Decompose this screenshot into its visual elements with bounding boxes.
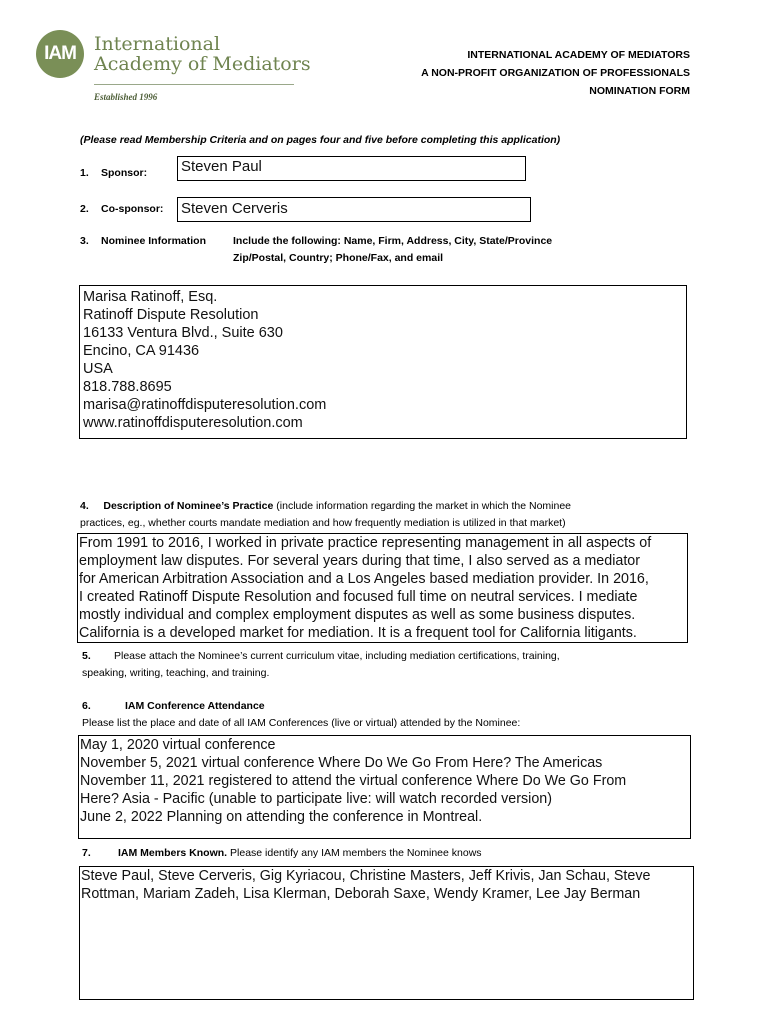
practice-line: mostly individual and complex employment disputes as well as some business disputes. [79, 607, 636, 623]
conference-hint: Please list the place and date of all IAM Conferences (live or virtual) attended by the Nominee: [82, 717, 521, 729]
nominee-line: 818.788.8695 [83, 379, 172, 395]
practice-heading [80, 497, 571, 515]
conference-line: Here? Asia - Pacific (unable to participate live: will watch recorded version) [80, 791, 553, 807]
practice-line: I created Ratinoff Dispute Resolution and focused full time on neutral services. I mediate [79, 589, 638, 605]
members-line: Rottman, Mariam Zadeh, Lisa Klerman, Deborah Saxe, Wendy Kramer, Lee Jay Berman [81, 886, 641, 902]
nominee-line: Ratinoff Dispute Resolution [83, 307, 259, 323]
conference-number: 6. [82, 700, 91, 712]
cv-line1: Please attach the Nominee’s current curriculum vitae, including mediation certifications, training, [114, 650, 560, 662]
conference-line: June 2, 2022 Planning on attending the conference in Montreal. [80, 809, 483, 825]
practice-line: California is a developed market for mediation. It is a frequent tool for California litigants. [79, 625, 637, 641]
members-line: Steve Paul, Steve Cerveris, Gig Kyriacou, Christine Masters, Jeff Krivis, Jan Schau, Steve [81, 868, 651, 884]
header-line2: A NON-PROFIT ORGANIZATION OF PROFESSIONALS [421, 67, 690, 79]
practice-label: Description of Nominee’s Practice [103, 500, 274, 512]
logo-established: Established 1996 [94, 92, 158, 102]
conference-attendance-field[interactable] [78, 735, 691, 839]
members-number: 7. [82, 847, 91, 859]
nominee-line: marisa@ratinoffdisputeresolution.com [83, 397, 327, 413]
practice-line: From 1991 to 2016, I worked in private practice representing management in all aspects of [79, 535, 652, 551]
cv-number: 5. [82, 650, 91, 662]
sponsor-label: Sponsor: [101, 167, 148, 179]
conference-line: May 1, 2020 virtual conference [80, 737, 276, 753]
members-hint: Please identify any IAM members the Nominee knows [230, 847, 482, 859]
nominee-line: 16133 Ventura Blvd., Suite 630 [83, 325, 283, 341]
members-heading [118, 844, 482, 862]
logo-text-line2: Academy of Mediators [94, 53, 311, 75]
sponsor-number: 1. [80, 167, 89, 179]
practice-number: 4. [80, 500, 89, 512]
nominee-number: 3. [80, 235, 89, 247]
practice-hint-line1: (include information regarding the market in which the Nominee [276, 500, 572, 512]
practice-hint-line2: practices, eg., whether courts mandate mediation and how frequently mediation is utilized in that market) [80, 517, 566, 529]
cv-line2: speaking, writing, teaching, and training. [82, 667, 270, 679]
conference-line: November 5, 2021 virtual conference Where Do We Go From Here? The Americas [80, 755, 603, 771]
nominee-line: USA [83, 361, 113, 377]
nominee-hint-line1: Include the following: Name, Firm, Address, City, State/Province [233, 235, 553, 247]
logo-text-line1: International [94, 33, 221, 55]
header-line3: NOMINATION FORM [589, 85, 690, 97]
practice-description-field[interactable] [77, 533, 688, 643]
sponsor-field[interactable]: Steven Paul [177, 156, 526, 181]
practice-line: for American Arbitration Association and a Los Angeles based mediation provider. In 2016, [79, 571, 649, 587]
conference-line: November 11, 2021 registered to attend the virtual conference Where Do We Go From [80, 773, 627, 789]
members-label: IAM Members Known. [118, 847, 228, 859]
nominee-info-field[interactable] [79, 285, 687, 439]
instruction-text: (Please read Membership Criteria and on pages four and five before completing this application) [80, 134, 561, 146]
practice-line: employment law disputes. For several years during that time, I also served as a mediator [79, 553, 641, 569]
conference-label: IAM Conference Attendance [125, 700, 265, 712]
header-line1: INTERNATIONAL ACADEMY OF MEDIATORS [467, 49, 690, 61]
nominee-line: www.ratinoffdisputeresolution.com [83, 415, 303, 431]
nominee-label: Nominee Information [101, 235, 207, 247]
members-known-field[interactable] [79, 866, 694, 1000]
iam-logo-mark: IAM [36, 30, 84, 78]
nominee-hint-line2: Zip/Postal, Country; Phone/Fax, and email [233, 252, 444, 264]
cosponsor-number: 2. [80, 203, 89, 215]
logo-divider [94, 84, 294, 85]
nominee-line: Marisa Ratinoff, Esq. [83, 289, 218, 305]
header-title [421, 46, 690, 100]
cosponsor-label: Co-sponsor: [101, 203, 164, 215]
nominee-line: Encino, CA 91436 [83, 343, 200, 359]
cosponsor-field[interactable]: Steven Cerveris [177, 197, 531, 222]
